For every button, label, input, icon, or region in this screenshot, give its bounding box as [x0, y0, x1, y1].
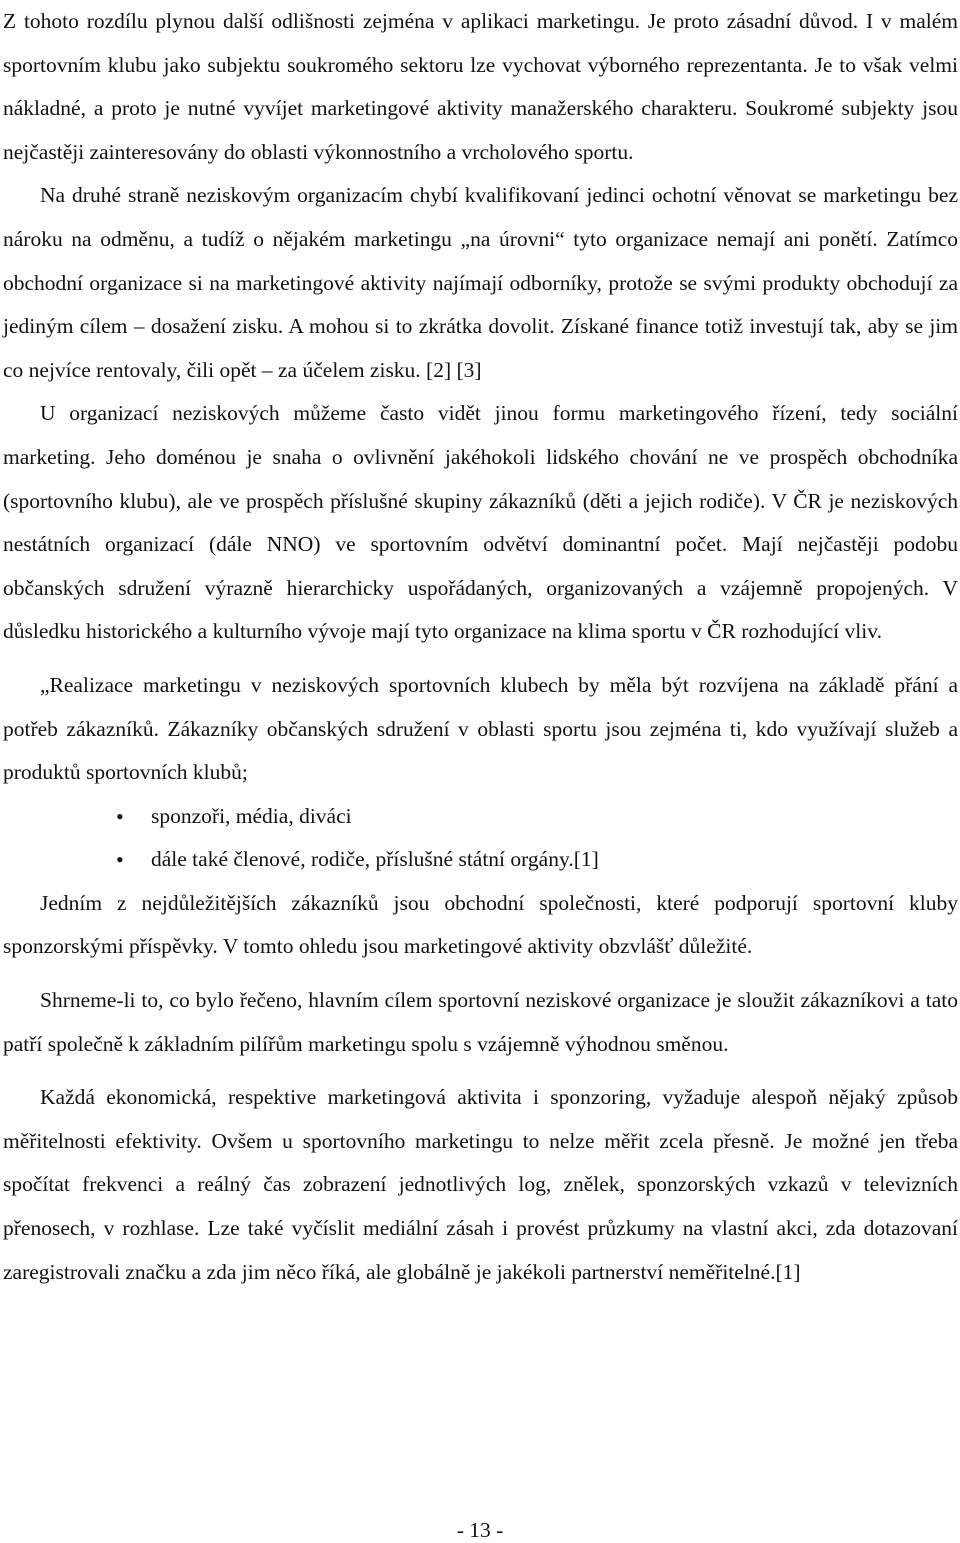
list-item-text: dále také členové, rodiče, příslušné státní orgány.[1] — [151, 847, 599, 872]
list-item — [3, 838, 958, 882]
paragraph-1: Z tohoto rozdílu plynou další odlišnosti zejména v aplikaci marketingu. Je proto zásadní důvod. I v malém sportovním klubu jako subjektu soukromého sektoru lze vychovat výborného reprezentanta. Je to však velmi nákladné, a proto je nutné vyvíjet marketingové aktivity manažerského charakteru. Soukromé subjekty jsou nejčastěji zainteresovány do oblasti výkonnostního a vrcholového sportu. — [3, 9, 958, 164]
list-item — [3, 795, 958, 839]
paragraph-2: Na druhé straně neziskovým organizacím chybí kvalifikovaní jedinci ochotní věnovat se marketingu bez nároku na odměnu, a tudíž o nějakém marketingu „na úrovni“ tyto organizace nemají ani ponětí. Zatímco obchodní organizace si na marketingové aktivity najímají odborníky, protože se svými produkty obchodují za jediným cílem – dosažení zisku. A mohou si to zkrátka dovolit. Získané finance totiž investují tak, aby se jim co nejvíce rentovaly, čili opět – za účelem zisku. [2] [3] — [3, 183, 958, 382]
page-number: - 13 - — [456, 1518, 504, 1542]
bullet-list — [3, 795, 958, 882]
bullet-icon: • — [116, 847, 124, 873]
paragraph-5: Jedním z nejdůležitějších zákazníků jsou obchodní společnosti, které podporují sportovní kluby sponzorskými příspěvky. V tomto ohledu jsou marketingové aktivity obzvlášť důležité. — [3, 890, 958, 959]
body-text — [3, 0, 958, 1294]
paragraph-3: U organizací neziskových můžeme často vidět jinou formu marketingového řízení, tedy sociální marketing. Jeho doménou je snaha o ovlivnění jakéhokoli lidského chování ne ve prospěch obchodníka (sportovního klubu), ale ve prospěch příslušné skupiny zákazníků (děti a jejich rodiče). V ČR je neziskových nestátních organizací (dále NNO) ve sportovním odvětví dominantní počet. Mají nejčastěji podobu občanských sdružení výrazně hierarchicky uspořádaných, organizovaných a vzájemně propojených. V důsledku historického a kulturního vývoje mají tyto organizace na klima sportu v ČR rozhodující vliv. — [3, 401, 958, 644]
bullet-icon: • — [116, 803, 124, 829]
list-item-text: sponzoři, média, diváci — [151, 803, 352, 828]
paragraph-4-quote: „Realizace marketingu v neziskových sportovních klubech by měla být rozvíjena na základě přání a potřeb zákazníků. Zákazníky občanských sdružení v oblasti sportu jsou zejména ti, kdo využívají služeb a produktů sportovních klubů; — [3, 672, 958, 785]
paragraph-6: Shrneme-li to, co bylo řečeno, hlavním cílem sportovní neziskové organizace je sloužit zákazníkovi a tato patří společně k základním pilířům marketingu spolu s vzájemně výhodnou směnou. — [3, 988, 958, 1056]
paragraph-7: Každá ekonomická, respektive marketingová aktivita i sponzoring, vyžaduje alespoň nějaký způsob měřitelnosti efektivity. Ovšem u sportovního marketingu to nelze měřit zcela přesně. Je možné jen třeba spočítat frekvenci a reálný čas zobrazení jednotlivých log, znělek, sponzorských vzkazů v televizních přenosech, v rozhlase. Lze také vyčíslit mediální zásah i provést průzkumy na vlastní akci, zda dotazovaní zaregistrovali značku a zda jim něco říká, ale globálně je jakékoli partnerství neměřitelné.[1] — [3, 1085, 958, 1284]
